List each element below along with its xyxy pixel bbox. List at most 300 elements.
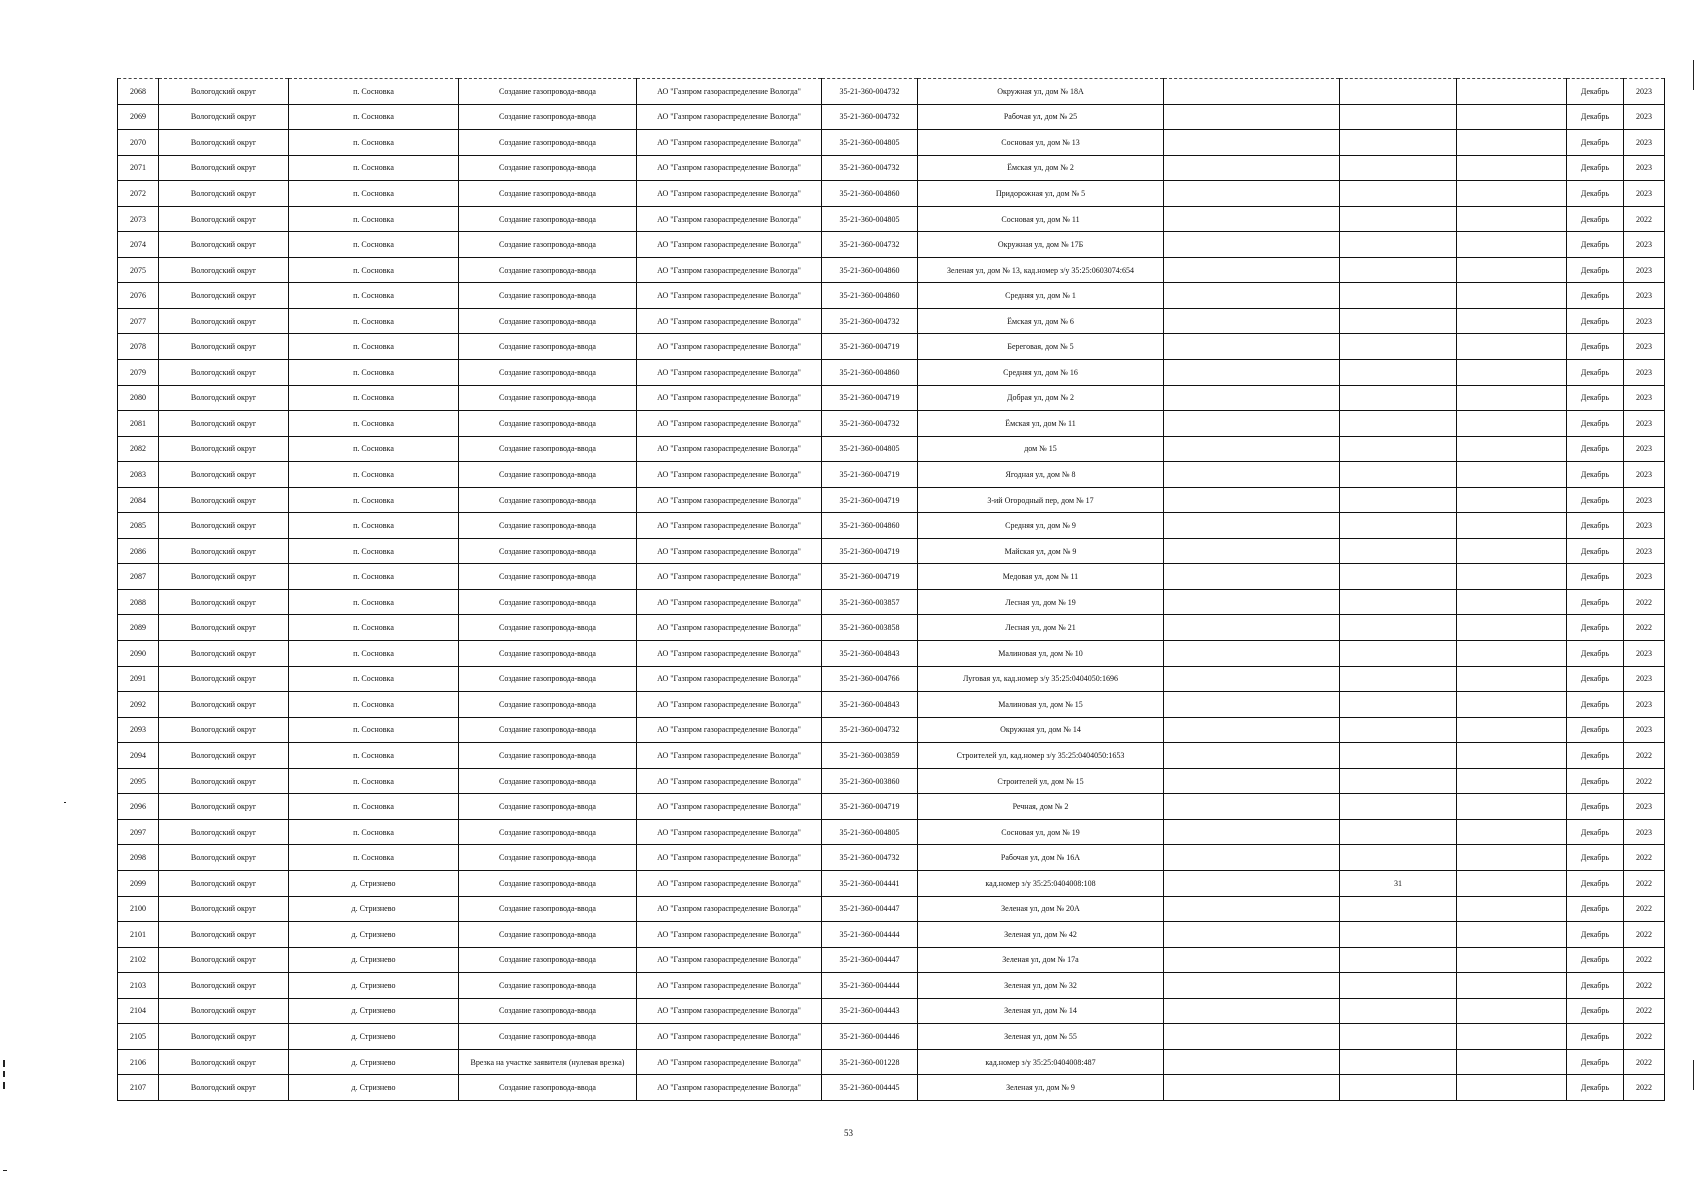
cell-request-number: 35-21-360-004719 [822, 538, 918, 564]
cell-value-col [1340, 206, 1457, 232]
cell-request-number: 35-21-360-004732 [822, 717, 918, 743]
table-row [118, 641, 1665, 667]
cell-row-number: 2070 [118, 130, 159, 156]
table-row [118, 1024, 1665, 1050]
table-row [118, 973, 1665, 999]
cell-address: Добрая ул, дом № 2 [918, 385, 1164, 411]
cell-organization: АО "Газпром газораспределение Вологда" [637, 666, 822, 692]
table-row [118, 922, 1665, 948]
cell-row-number: 2100 [118, 896, 159, 922]
cell-empty-col-2 [1457, 615, 1567, 641]
table-row [118, 947, 1665, 973]
cell-year: 2023 [1624, 666, 1665, 692]
cell-empty-col-1 [1164, 538, 1340, 564]
cell-empty-col-1 [1164, 155, 1340, 181]
cell-row-number: 2096 [118, 794, 159, 820]
cell-work-type: Создание газопровода-ввода [459, 206, 637, 232]
cell-settlement: п. Сосновка [289, 666, 459, 692]
cell-row-number: 2073 [118, 206, 159, 232]
cell-month: Декабрь [1567, 283, 1624, 309]
cell-request-number: 35-21-360-004719 [822, 462, 918, 488]
cell-settlement: п. Сосновка [289, 334, 459, 360]
cell-work-type: Создание газопровода-ввода [459, 130, 637, 156]
cell-empty-col-2 [1457, 257, 1567, 283]
cell-organization: АО "Газпром газораспределение Вологда" [637, 922, 822, 948]
cell-empty-col-1 [1164, 998, 1340, 1024]
cell-row-number: 2081 [118, 411, 159, 437]
cell-empty-col-1 [1164, 334, 1340, 360]
cell-request-number: 35-21-360-003858 [822, 615, 918, 641]
cell-year: 2023 [1624, 232, 1665, 258]
table-row [118, 385, 1665, 411]
cell-month: Декабрь [1567, 743, 1624, 769]
cell-settlement: п. Сосновка [289, 360, 459, 386]
cell-district: Вологодский округ [159, 845, 289, 871]
cell-work-type: Создание газопровода-ввода [459, 666, 637, 692]
cell-empty-col-1 [1164, 308, 1340, 334]
cell-empty-col-1 [1164, 1024, 1340, 1050]
cell-row-number: 2086 [118, 538, 159, 564]
cell-request-number: 35-21-360-004732 [822, 104, 918, 130]
cell-settlement: п. Сосновка [289, 768, 459, 794]
cell-year: 2023 [1624, 334, 1665, 360]
cell-organization: АО "Газпром газораспределение Вологда" [637, 973, 822, 999]
cell-empty-col-1 [1164, 257, 1340, 283]
cell-empty-col-2 [1457, 308, 1567, 334]
cell-row-number: 2072 [118, 181, 159, 207]
cell-value-col [1340, 538, 1457, 564]
cell-organization: АО "Газпром газораспределение Вологда" [637, 283, 822, 309]
margin-mark [64, 802, 66, 803]
cell-month: Декабрь [1567, 947, 1624, 973]
cell-work-type: Создание газопровода-ввода [459, 385, 637, 411]
table-row [118, 155, 1665, 181]
cell-year: 2023 [1624, 130, 1665, 156]
cell-empty-col-2 [1457, 743, 1567, 769]
table-row [118, 845, 1665, 871]
cell-organization: АО "Газпром газораспределение Вологда" [637, 641, 822, 667]
cell-empty-col-1 [1164, 896, 1340, 922]
cell-month: Декабрь [1567, 411, 1624, 437]
cell-district: Вологодский округ [159, 462, 289, 488]
cell-organization: АО "Газпром газораспределение Вологда" [637, 411, 822, 437]
cell-row-number: 2075 [118, 257, 159, 283]
cell-settlement: п. Сосновка [289, 181, 459, 207]
cell-request-number: 35-21-360-003860 [822, 768, 918, 794]
cell-empty-col-1 [1164, 589, 1340, 615]
cell-request-number: 35-21-360-004719 [822, 385, 918, 411]
cell-row-number: 2088 [118, 589, 159, 615]
cell-address: Сосновая ул, дом № 19 [918, 819, 1164, 845]
cell-district: Вологодский округ [159, 615, 289, 641]
cell-organization: АО "Газпром газораспределение Вологда" [637, 896, 822, 922]
table-row [118, 257, 1665, 283]
cell-district: Вологодский округ [159, 819, 289, 845]
table-row [118, 794, 1665, 820]
cell-month: Декабрь [1567, 130, 1624, 156]
cell-value-col [1340, 385, 1457, 411]
cell-month: Декабрь [1567, 717, 1624, 743]
cell-settlement: п. Сосновка [289, 589, 459, 615]
cell-year: 2023 [1624, 104, 1665, 130]
cell-year: 2023 [1624, 257, 1665, 283]
cell-empty-col-2 [1457, 206, 1567, 232]
cell-district: Вологодский округ [159, 487, 289, 513]
cell-work-type: Создание газопровода-ввода [459, 181, 637, 207]
margin-mark [1693, 60, 1694, 90]
cell-work-type: Создание газопровода-ввода [459, 845, 637, 871]
table-row [118, 1075, 1665, 1101]
cell-settlement: п. Сосновка [289, 743, 459, 769]
margin-mark [1693, 1060, 1694, 1090]
cell-row-number: 2083 [118, 462, 159, 488]
cell-empty-col-2 [1457, 819, 1567, 845]
cell-organization: АО "Газпром газораспределение Вологда" [637, 998, 822, 1024]
cell-empty-col-1 [1164, 947, 1340, 973]
cell-row-number: 2105 [118, 1024, 159, 1050]
cell-empty-col-2 [1457, 845, 1567, 871]
cell-value-col [1340, 589, 1457, 615]
table-row [118, 1049, 1665, 1075]
cell-settlement: п. Сосновка [289, 615, 459, 641]
cell-row-number: 2106 [118, 1049, 159, 1075]
cell-year: 2023 [1624, 487, 1665, 513]
table-row [118, 462, 1665, 488]
cell-value-col [1340, 794, 1457, 820]
cell-address: Ёмская ул, дом № 2 [918, 155, 1164, 181]
cell-empty-col-2 [1457, 130, 1567, 156]
cell-empty-col-1 [1164, 360, 1340, 386]
cell-work-type: Создание газопровода-ввода [459, 717, 637, 743]
cell-address: Ёмская ул, дом № 11 [918, 411, 1164, 437]
cell-work-type: Создание газопровода-ввода [459, 104, 637, 130]
cell-address: Зеленая ул, дом № 13, кад.номер з/у 35:25:0603074:654 [918, 257, 1164, 283]
cell-empty-col-2 [1457, 947, 1567, 973]
page-number: 53 [844, 1128, 853, 1138]
cell-district: Вологодский округ [159, 206, 289, 232]
cell-value-col [1340, 666, 1457, 692]
cell-year: 2023 [1624, 181, 1665, 207]
cell-value-col [1340, 436, 1457, 462]
cell-month: Декабрь [1567, 1049, 1624, 1075]
cell-settlement: п. Сосновка [289, 845, 459, 871]
cell-organization: АО "Газпром газораспределение Вологда" [637, 487, 822, 513]
cell-district: Вологодский округ [159, 257, 289, 283]
cell-year: 2023 [1624, 564, 1665, 590]
cell-address: Окружная ул, дом № 17Б [918, 232, 1164, 258]
cell-address: Рабочая ул, дом № 25 [918, 104, 1164, 130]
cell-value-col [1340, 947, 1457, 973]
cell-settlement: п. Сосновка [289, 257, 459, 283]
cell-year: 2022 [1624, 1049, 1665, 1075]
cell-empty-col-2 [1457, 334, 1567, 360]
cell-month: Декабрь [1567, 973, 1624, 999]
cell-work-type: Создание газопровода-ввода [459, 819, 637, 845]
cell-value-col [1340, 1049, 1457, 1075]
cell-settlement: д. Стризнево [289, 922, 459, 948]
cell-address: Строителей ул, кад.номер з/у 35:25:0404050:1653 [918, 743, 1164, 769]
table-row [118, 334, 1665, 360]
cell-work-type: Создание газопровода-ввода [459, 589, 637, 615]
cell-work-type: Создание газопровода-ввода [459, 1024, 637, 1050]
cell-empty-col-1 [1164, 436, 1340, 462]
cell-district: Вологодский округ [159, 1024, 289, 1050]
cell-district: Вологодский округ [159, 411, 289, 437]
cell-month: Декабрь [1567, 1075, 1624, 1101]
table-row [118, 513, 1665, 539]
cell-district: Вологодский округ [159, 973, 289, 999]
cell-settlement: п. Сосновка [289, 564, 459, 590]
cell-empty-col-2 [1457, 641, 1567, 667]
table-row [118, 206, 1665, 232]
cell-value-col [1340, 334, 1457, 360]
cell-request-number: 35-21-360-004805 [822, 130, 918, 156]
cell-request-number: 35-21-360-004732 [822, 845, 918, 871]
cell-work-type: Создание газопровода-ввода [459, 308, 637, 334]
cell-value-col [1340, 104, 1457, 130]
table-row [118, 998, 1665, 1024]
cell-empty-col-2 [1457, 360, 1567, 386]
cell-value-col [1340, 360, 1457, 386]
cell-district: Вологодский округ [159, 513, 289, 539]
table-row [118, 308, 1665, 334]
cell-empty-col-2 [1457, 385, 1567, 411]
table-row [118, 564, 1665, 590]
cell-settlement: п. Сосновка [289, 206, 459, 232]
cell-year: 2022 [1624, 743, 1665, 769]
cell-month: Декабрь [1567, 104, 1624, 130]
cell-district: Вологодский округ [159, 743, 289, 769]
cell-value-col [1340, 462, 1457, 488]
cell-year: 2022 [1624, 845, 1665, 871]
cell-district: Вологодский округ [159, 79, 289, 105]
cell-empty-col-1 [1164, 641, 1340, 667]
cell-month: Декабрь [1567, 79, 1624, 105]
cell-empty-col-1 [1164, 922, 1340, 948]
cell-row-number: 2098 [118, 845, 159, 871]
cell-request-number: 35-21-360-004719 [822, 334, 918, 360]
cell-request-number: 35-21-360-004732 [822, 232, 918, 258]
cell-row-number: 2082 [118, 436, 159, 462]
cell-row-number: 2084 [118, 487, 159, 513]
table-row [118, 181, 1665, 207]
cell-address: Зеленая ул, дом № 20А [918, 896, 1164, 922]
cell-value-col [1340, 998, 1457, 1024]
cell-value-col [1340, 283, 1457, 309]
cell-address: Сосновая ул, дом № 13 [918, 130, 1164, 156]
cell-district: Вологодский округ [159, 564, 289, 590]
cell-work-type: Создание газопровода-ввода [459, 896, 637, 922]
cell-month: Декабрь [1567, 1024, 1624, 1050]
margin-mark [3, 1060, 5, 1067]
cell-month: Декабрь [1567, 666, 1624, 692]
cell-district: Вологодский округ [159, 360, 289, 386]
cell-empty-col-1 [1164, 385, 1340, 411]
cell-address: Зеленая ул, дом № 55 [918, 1024, 1164, 1050]
cell-request-number: 35-21-360-004843 [822, 692, 918, 718]
cell-settlement: п. Сосновка [289, 692, 459, 718]
cell-year: 2023 [1624, 385, 1665, 411]
table-row [118, 870, 1665, 896]
cell-value-col: 31 [1340, 870, 1457, 896]
cell-district: Вологодский округ [159, 768, 289, 794]
cell-value-col [1340, 487, 1457, 513]
cell-request-number: 35-21-360-004860 [822, 257, 918, 283]
cell-year: 2023 [1624, 462, 1665, 488]
cell-month: Декабрь [1567, 462, 1624, 488]
cell-row-number: 2077 [118, 308, 159, 334]
cell-month: Декабрь [1567, 308, 1624, 334]
table-row [118, 232, 1665, 258]
cell-work-type: Создание газопровода-ввода [459, 947, 637, 973]
cell-work-type: Создание газопровода-ввода [459, 870, 637, 896]
cell-month: Декабрь [1567, 257, 1624, 283]
cell-row-number: 2089 [118, 615, 159, 641]
cell-settlement: п. Сосновка [289, 308, 459, 334]
cell-value-col [1340, 181, 1457, 207]
cell-empty-col-2 [1457, 666, 1567, 692]
cell-empty-col-2 [1457, 717, 1567, 743]
table-row [118, 411, 1665, 437]
cell-year: 2022 [1624, 768, 1665, 794]
table-row [118, 130, 1665, 156]
cell-request-number: 35-21-360-004447 [822, 947, 918, 973]
cell-settlement: п. Сосновка [289, 462, 459, 488]
cell-year: 2023 [1624, 794, 1665, 820]
table-row [118, 104, 1665, 130]
cell-organization: АО "Газпром газораспределение Вологда" [637, 564, 822, 590]
cell-organization: АО "Газпром газораспределение Вологда" [637, 870, 822, 896]
cell-row-number: 2071 [118, 155, 159, 181]
cell-value-col [1340, 743, 1457, 769]
table-row [118, 538, 1665, 564]
cell-organization: АО "Газпром газораспределение Вологда" [637, 79, 822, 105]
cell-settlement: п. Сосновка [289, 232, 459, 258]
cell-request-number: 35-21-360-004444 [822, 973, 918, 999]
cell-address: Зеленая ул, дом № 9 [918, 1075, 1164, 1101]
cell-row-number: 2103 [118, 973, 159, 999]
cell-value-col [1340, 845, 1457, 871]
cell-empty-col-2 [1457, 692, 1567, 718]
table-row [118, 819, 1665, 845]
cell-year: 2023 [1624, 641, 1665, 667]
cell-address: Зеленая ул, дом № 17а [918, 947, 1164, 973]
cell-month: Декабрь [1567, 487, 1624, 513]
cell-month: Декабрь [1567, 436, 1624, 462]
cell-settlement: п. Сосновка [289, 411, 459, 437]
cell-request-number: 35-21-360-004444 [822, 922, 918, 948]
cell-address: Зеленая ул, дом № 14 [918, 998, 1164, 1024]
cell-row-number: 2087 [118, 564, 159, 590]
cell-month: Декабрь [1567, 155, 1624, 181]
cell-empty-col-1 [1164, 819, 1340, 845]
cell-request-number: 35-21-360-004441 [822, 870, 918, 896]
cell-row-number: 2078 [118, 334, 159, 360]
cell-work-type: Создание газопровода-ввода [459, 743, 637, 769]
table-row [118, 666, 1665, 692]
cell-value-col [1340, 130, 1457, 156]
cell-district: Вологодский округ [159, 436, 289, 462]
cell-work-type: Создание газопровода-ввода [459, 232, 637, 258]
cell-request-number: 35-21-360-004805 [822, 436, 918, 462]
cell-request-number: 35-21-360-004732 [822, 308, 918, 334]
cell-empty-col-1 [1164, 283, 1340, 309]
cell-organization: АО "Газпром газораспределение Вологда" [637, 1049, 822, 1075]
cell-month: Декабрь [1567, 232, 1624, 258]
cell-row-number: 2099 [118, 870, 159, 896]
cell-month: Декабрь [1567, 870, 1624, 896]
cell-empty-col-1 [1164, 1075, 1340, 1101]
cell-empty-col-1 [1164, 513, 1340, 539]
cell-settlement: п. Сосновка [289, 794, 459, 820]
cell-organization: АО "Газпром газораспределение Вологда" [637, 360, 822, 386]
cell-work-type: Создание газопровода-ввода [459, 768, 637, 794]
cell-month: Декабрь [1567, 538, 1624, 564]
table-row [118, 743, 1665, 769]
cell-address: Лесная ул, дом № 21 [918, 615, 1164, 641]
cell-year: 2022 [1624, 1075, 1665, 1101]
cell-empty-col-2 [1457, 487, 1567, 513]
cell-year: 2023 [1624, 79, 1665, 105]
cell-month: Декабрь [1567, 513, 1624, 539]
cell-district: Вологодский округ [159, 896, 289, 922]
cell-work-type: Создание газопровода-ввода [459, 283, 637, 309]
cell-year: 2023 [1624, 283, 1665, 309]
cell-settlement: п. Сосновка [289, 436, 459, 462]
table-row [118, 896, 1665, 922]
cell-year: 2022 [1624, 922, 1665, 948]
cell-organization: АО "Газпром газораспределение Вологда" [637, 155, 822, 181]
cell-organization: АО "Газпром газораспределение Вологда" [637, 385, 822, 411]
cell-address: Окружная ул, дом № 18А [918, 79, 1164, 105]
cell-work-type: Создание газопровода-ввода [459, 564, 637, 590]
cell-request-number: 35-21-360-004719 [822, 564, 918, 590]
cell-month: Декабрь [1567, 641, 1624, 667]
cell-request-number: 35-21-360-004719 [822, 487, 918, 513]
cell-settlement: д. Стризнево [289, 973, 459, 999]
cell-district: Вологодский округ [159, 870, 289, 896]
cell-settlement: д. Стризнево [289, 998, 459, 1024]
cell-organization: АО "Газпром газораспределение Вологда" [637, 104, 822, 130]
cell-settlement: д. Стризнево [289, 1049, 459, 1075]
cell-district: Вологодский округ [159, 666, 289, 692]
cell-organization: АО "Газпром газораспределение Вологда" [637, 257, 822, 283]
cell-address: Луговая ул, кад.номер з/у 35:25:0404050:1696 [918, 666, 1164, 692]
cell-settlement: д. Стризнево [289, 870, 459, 896]
cell-empty-col-1 [1164, 973, 1340, 999]
cell-empty-col-1 [1164, 181, 1340, 207]
cell-address: Речная, дом № 2 [918, 794, 1164, 820]
cell-address: Средняя ул, дом № 9 [918, 513, 1164, 539]
cell-settlement: п. Сосновка [289, 641, 459, 667]
cell-address: Малиновая ул, дом № 10 [918, 641, 1164, 667]
cell-empty-col-1 [1164, 615, 1340, 641]
cell-address: Окружная ул, дом № 14 [918, 717, 1164, 743]
cell-district: Вологодский округ [159, 589, 289, 615]
cell-request-number: 35-21-360-004732 [822, 79, 918, 105]
cell-value-col [1340, 768, 1457, 794]
cell-row-number: 2094 [118, 743, 159, 769]
cell-request-number: 35-21-360-003857 [822, 589, 918, 615]
cell-work-type: Создание газопровода-ввода [459, 1075, 637, 1101]
cell-district: Вологодский округ [159, 922, 289, 948]
cell-year: 2022 [1624, 896, 1665, 922]
cell-district: Вологодский округ [159, 308, 289, 334]
cell-year: 2022 [1624, 947, 1665, 973]
cell-empty-col-1 [1164, 768, 1340, 794]
cell-year: 2023 [1624, 411, 1665, 437]
cell-empty-col-2 [1457, 1075, 1567, 1101]
